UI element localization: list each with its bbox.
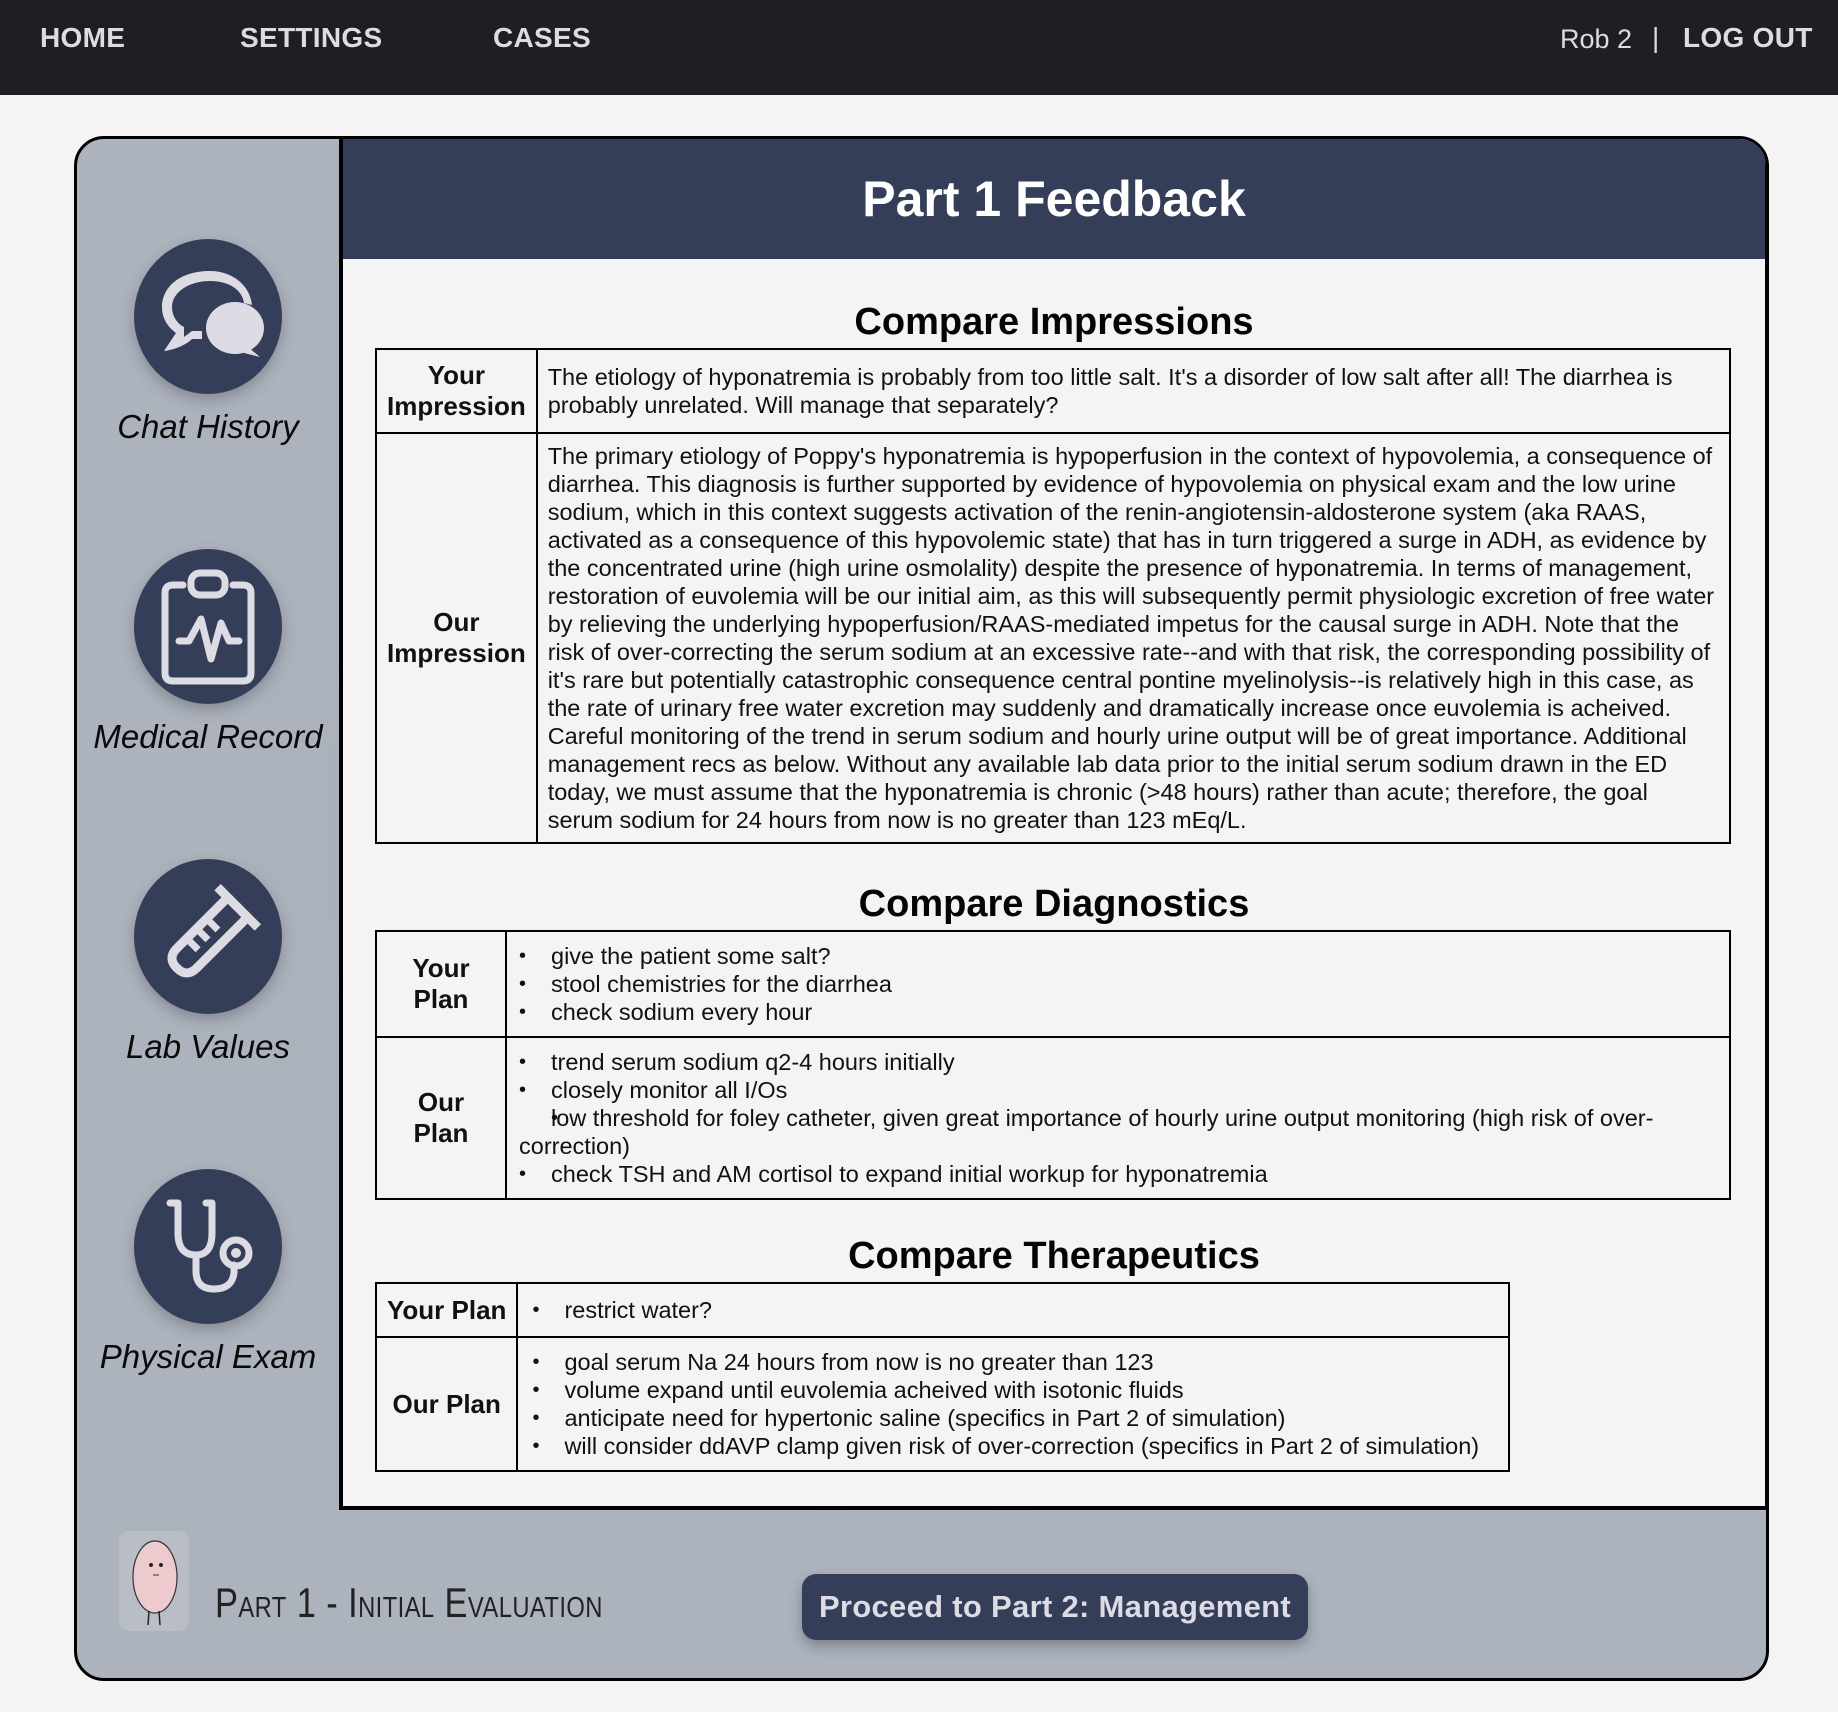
table-row — [376, 433, 1730, 843]
list-item: • closely monitor all I/Os — [519, 1076, 1719, 1104]
therapeutics-table — [375, 1282, 1510, 1472]
sidebar-item-physical-exam[interactable] — [77, 1169, 339, 1376]
clipboard-pulse-icon — [153, 567, 263, 687]
list-item: • stool chemistries for the diarrhea — [519, 970, 1719, 998]
feedback-panel — [339, 139, 1769, 1510]
sidebar-item-label: Chat History — [117, 408, 299, 445]
table-row — [376, 1337, 1509, 1471]
top-navigation-bar — [0, 0, 1838, 95]
list-item: • goal serum Na 24 hours from now is no greater than 123 — [532, 1348, 1498, 1376]
medical-record-button[interactable] — [134, 549, 282, 704]
list-item: • give the patient some salt? — [519, 942, 1719, 970]
lab-values-button[interactable] — [134, 859, 282, 1014]
your-diagnostic-plan — [506, 931, 1730, 1037]
list-item: • volume expand until euvolemia acheived with isotonic fluids — [532, 1376, 1498, 1404]
list-item: • check sodium every hour — [519, 998, 1719, 1026]
your-plan-label: Your Plan — [376, 1283, 517, 1337]
your-plan-label: Your Plan — [376, 931, 506, 1037]
case-panel — [74, 136, 1769, 1681]
table-row — [376, 1037, 1730, 1199]
chat-bubbles-icon — [148, 257, 268, 377]
our-impression-text: The primary etiology of Poppy's hyponatremia is hypoperfusion in the context of hypovolemia, a consequence of diarrhea. This diagnosis is further supported by evidence of hypovolemia on physical exam and the low urine sodium, which in this context suggests activation of the renin-angiotensin-aldosterone system (aka RAAS, activated as a consequence of this hypovolemic state) that has in turn triggered a surge in ADH, as evidence by the concentrated urine (high urine osmolality) despite the presence of hyponatremia. In terms of management, restoration of euvolemia will be our initial aim, as this will subsequently permit physiologic excretion of free water by relieving the underlying hypoperfusion/RAAS-mediated impetus for the causal surge in ADH. Note that the risk of over-correcting the serum sodium at an excessive rate--and with that risk, the corresponding possibility of it's rare but potentially catastrophic consequence central pontine myelinolysis--is relatively high in this case, as the rate of urinary free water excretion may suddenly and dramatically increase once euvolemia is acheived. Careful monitoring of the trend in serum sodium and hourly urine output will be of great importance. Additional management recs as below. Without any available lab data prior to the initial serum sodium drawn in the ED today, we must assume that the hyponatremia is chronic (>48 hours) rather than acute; therefore, the goal serum sodium for 24 hours from now is no greater than 123 mEq/L. — [537, 433, 1730, 843]
diagnostics-section-title: Compare Diagnostics — [858, 883, 1250, 925]
table-row — [376, 931, 1730, 1037]
our-therapeutic-plan — [517, 1337, 1509, 1471]
nav-separator: | — [1652, 22, 1660, 53]
list-item: • low threshold for foley catheter, given great importance of hourly urine output monitoring (high risk of over-correction) — [519, 1104, 1719, 1160]
table-row — [376, 349, 1730, 433]
nav-cases-link[interactable]: CASES — [493, 22, 591, 53]
sidebar-item-chat-history[interactable] — [77, 239, 339, 446]
username-label: Rob 2 — [1560, 24, 1633, 54]
sidebar-item-label: Medical Record — [93, 718, 323, 755]
nav-home-link[interactable]: HOME — [40, 22, 126, 53]
impressions-section-title: Compare Impressions — [854, 301, 1254, 343]
our-diagnostic-plan — [506, 1037, 1730, 1199]
our-plan-label: Our Plan — [376, 1037, 506, 1199]
your-impression-label: Your Impression — [376, 349, 537, 433]
list-item: • check TSH and AM cortisol to expand initial workup for hyponatremia — [519, 1160, 1719, 1188]
table-row — [376, 1283, 1509, 1337]
kidney-mascot-icon — [119, 1531, 189, 1631]
chat-history-button[interactable] — [134, 239, 282, 394]
proceed-to-part-2-button[interactable]: Proceed to Part 2: Management — [802, 1574, 1308, 1640]
impressions-table — [375, 348, 1731, 844]
list-item: • will consider ddAVP clamp given risk of over-correction (specifics in Part 2 of simulation) — [532, 1432, 1498, 1460]
logout-link[interactable]: LOG OUT — [1683, 22, 1813, 53]
test-tube-icon — [148, 877, 268, 997]
physical-exam-button[interactable] — [134, 1169, 282, 1324]
stethoscope-icon — [148, 1187, 268, 1307]
our-plan-label: Our Plan — [376, 1337, 517, 1471]
footer-bar — [77, 1509, 1766, 1681]
our-impression-label: Our Impression — [376, 433, 537, 843]
sidebar-item-label: Lab Values — [126, 1028, 290, 1065]
sidebar-item-lab-values[interactable] — [77, 859, 339, 1066]
list-item: • trend serum sodium q2-4 hours initially — [519, 1048, 1719, 1076]
therapeutics-section-title: Compare Therapeutics — [848, 1235, 1260, 1277]
sidebar — [77, 139, 339, 1509]
sidebar-item-medical-record[interactable] — [77, 549, 339, 756]
your-impression-text: The etiology of hyponatremia is probably from too little salt. It's a disorder of low salt after all! The diarrhea is probably unrelated. Will manage that separately? — [537, 349, 1730, 433]
your-therapeutic-plan — [517, 1283, 1509, 1337]
sidebar-item-label: Physical Exam — [99, 1338, 317, 1375]
nav-settings-link[interactable]: SETTINGS — [240, 22, 383, 53]
diagnostics-table — [375, 930, 1731, 1200]
part-title: Part 1 - Initial Evaluation — [215, 1579, 603, 1626]
list-item: • anticipate need for hypertonic saline (specifics in Part 2 of simulation) — [532, 1404, 1498, 1432]
list-item: • restrict water? — [532, 1296, 1498, 1324]
page-title: Part 1 Feedback — [343, 139, 1765, 259]
